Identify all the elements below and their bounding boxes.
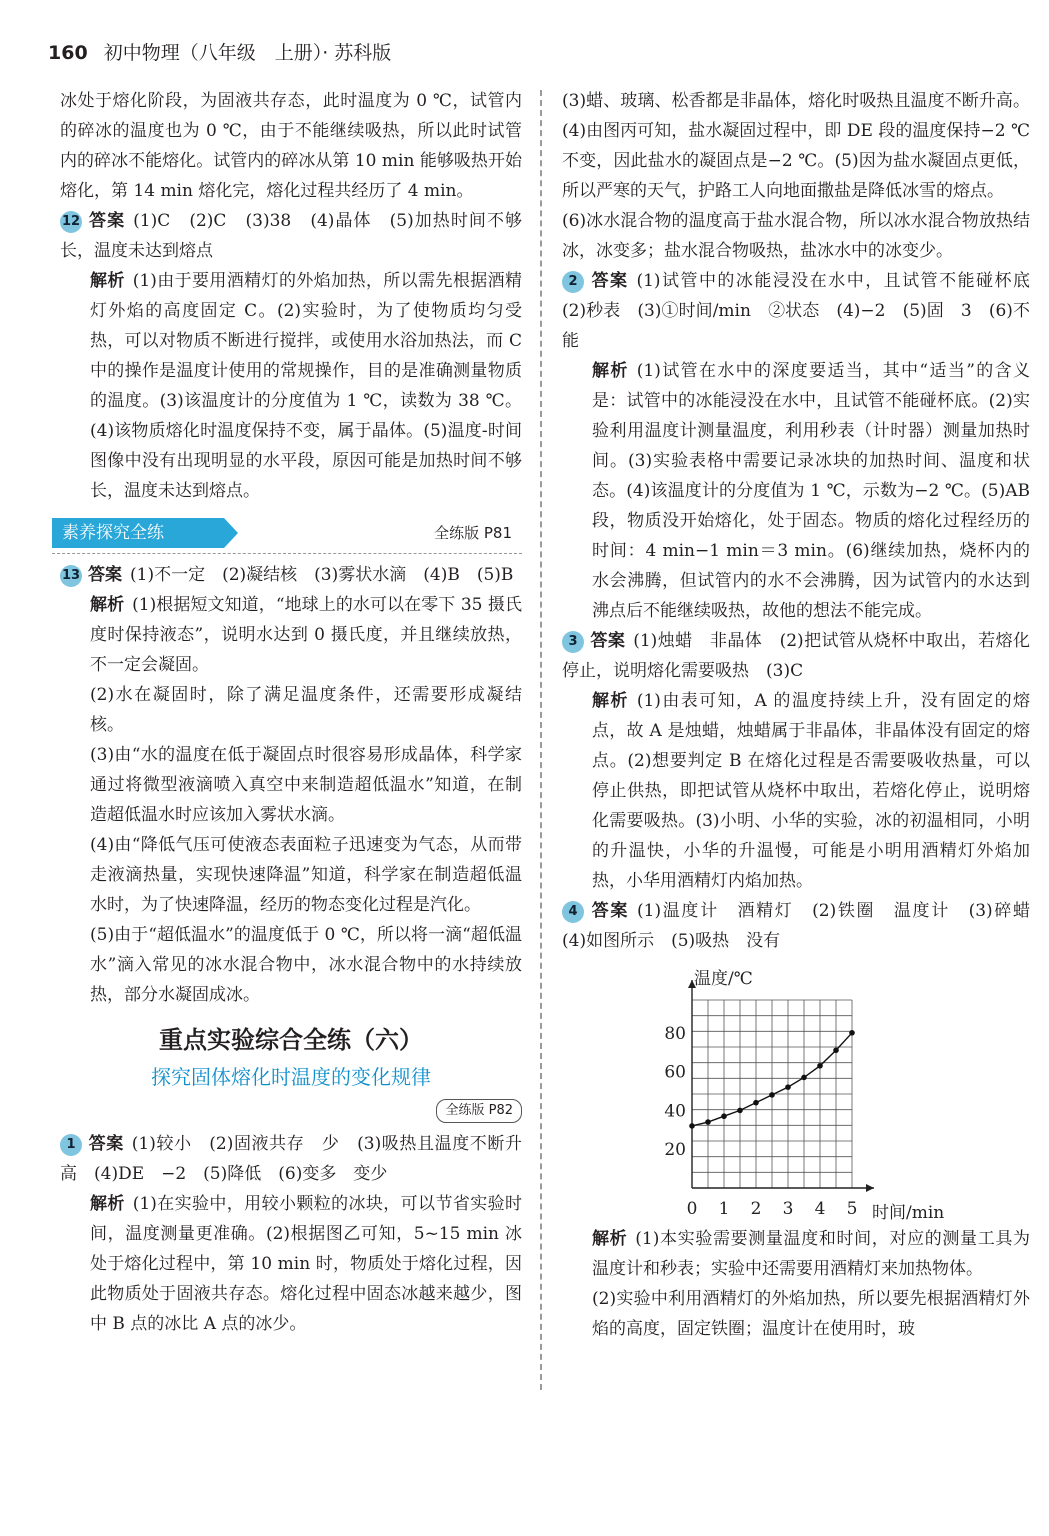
analysis-label: 解析 bbox=[90, 271, 125, 291]
answer-label: 答案 bbox=[88, 1134, 124, 1154]
question-number-badge: 2 bbox=[562, 271, 584, 293]
q3-answer bbox=[562, 626, 1030, 686]
section-title: 重点实验综合全练（六） bbox=[159, 1026, 423, 1054]
q13-analysis-2: (2)水在凝固时，除了满足温度条件，还需要形成凝结核。 bbox=[90, 685, 522, 735]
data-point bbox=[705, 1119, 711, 1125]
data-point bbox=[769, 1092, 775, 1098]
banner-title: 素养探究全练 bbox=[52, 518, 224, 548]
x-tick-label: 4 bbox=[814, 1199, 826, 1219]
x-axis-arrow bbox=[866, 1184, 874, 1192]
answer-label: 答案 bbox=[590, 271, 629, 291]
x-tick-label: 2 bbox=[750, 1199, 762, 1219]
continued-paragraph-2: (6)冰水混合物的温度高于盐水混合物，所以冰水混合物放热结冰，冰变多；盐水混合物吸热，盐冰水中的冰变少。 bbox=[562, 211, 1030, 261]
y-tick-label: 40 bbox=[664, 1101, 686, 1122]
section-ref-label: 全练版 P82 bbox=[436, 1099, 522, 1123]
y-tick-label: 20 bbox=[664, 1140, 686, 1161]
y-tick-label: 80 bbox=[664, 1023, 686, 1044]
q13-analysis bbox=[60, 590, 522, 680]
data-point bbox=[817, 1063, 823, 1069]
x-axis-label: 时间/min bbox=[872, 1203, 945, 1223]
q2-analysis bbox=[562, 356, 1030, 626]
answer-label: 答案 bbox=[88, 565, 122, 585]
q3-analysis bbox=[562, 686, 1030, 896]
answer-label: 答案 bbox=[590, 901, 630, 921]
continued-paragraph-1: (3)蜡、玻璃、松香都是非晶体，熔化时吸热且温度不断升高。(4)由图丙可知，盐水凝固过程中，即 DE 段的温度保持−2 ℃不变，因此盐水的凝固点是−2 ℃。(5)因为盐水凝固点更低，所以严寒的天气，护路工人向地面撒盐是降低冰雪的熔点。 bbox=[562, 91, 1030, 201]
analysis-label: 解析 bbox=[90, 1194, 125, 1214]
data-point bbox=[721, 1113, 727, 1119]
intro-paragraph: 冰处于熔化阶段，为固液共存态，此时温度为 0 ℃，试管内的碎冰的温度也为 0 ℃，由于不能继续吸热，所以此时试管内的碎冰不能熔化。试管内的碎冰从第 10 min 能够吸热开始熔化，第 14 min 熔化完，熔化过程共经历了 4 min。 bbox=[60, 91, 522, 201]
book-title: 初中物理（八年级 上册）· 苏科版 bbox=[103, 42, 392, 64]
q2-answer bbox=[562, 266, 1048, 356]
data-point bbox=[737, 1108, 743, 1114]
analysis-label: 解析 bbox=[90, 595, 125, 615]
data-point bbox=[753, 1100, 759, 1106]
analysis-label: 解析 bbox=[592, 361, 629, 381]
y-axis-label: 温度/℃ bbox=[694, 969, 753, 989]
answer-text: (1)试管中的冰能浸没在水中，且试管不能碰杯底 (2)秒表 (3)①时间/min ②状态 (4)−2 (5)固 3 (6)不能 bbox=[562, 271, 1048, 351]
data-point bbox=[833, 1047, 839, 1053]
answer-label: 答案 bbox=[88, 211, 126, 231]
q4-answer bbox=[562, 896, 1047, 956]
analysis-text: (1)由表可知，A 的温度持续上升，没有固定的熔点，故 A 是烛蜡，烛蜡属于非晶体，非晶体没有固定的熔点。(2)想要判定 B 在熔化过程是否需要吸收热量，可以停止供热，即把试管从烧杯中取出，若熔化停止，说明熔化需要吸热。(3)小明、小华的实验，冰的初温相同，小明的升温快，小华的升温慢，可能是小明用酒精灯外焰加热，小华用酒精灯内焰加热。 bbox=[592, 691, 1030, 891]
question-number-badge: 3 bbox=[562, 631, 584, 653]
answer-text: (1)烛蜡 非晶体 (2)把试管从烧杯中取出，若熔化停止，说明熔化需要吸热 (3)C bbox=[562, 631, 1030, 681]
answer-text: (1)C (2)C (3)38 (4)晶体 (5)加热时间不够长，温度未达到熔点 bbox=[60, 211, 522, 261]
temperature-time-chart bbox=[562, 966, 1030, 1224]
page-header bbox=[48, 38, 391, 65]
question-number-badge: 1 bbox=[60, 1134, 82, 1156]
q1-answer bbox=[60, 1129, 522, 1189]
x-tick-label: 3 bbox=[782, 1199, 794, 1219]
right-column bbox=[562, 86, 1048, 1344]
answer-text: (1)不一定 (2)凝结核 (3)雾状水滴 (4)B (5)B bbox=[130, 565, 514, 585]
answer-text: (1)温度计 酒精灯 (2)铁圈 温度计 (3)碎蜡 (4)如图所示 (5)吸热 没有 bbox=[562, 901, 1047, 951]
question-number-badge: 13 bbox=[60, 565, 82, 587]
data-point bbox=[849, 1030, 855, 1036]
analysis-text: (1)试管在水中的深度要适当，其中“适当”的含义是：试管中的冰能浸没在水中，且试管不能碰杯底。(2)实验利用温度计测量温度，利用秒表（计时器）测量加热时间。(3)实验表格中需要记录冰块的加热时间、温度和状态。(4)该温度计的分度值为 1 ℃，示数为−2 ℃。(5)AB 段，物质没开始熔化，处于固态。物质的熔化过程经历的时间：4 min−1 min＝3 min。(6)继续加热，烧杯内的水会沸腾，但试管内的水不会沸腾，因为试管内的水达到沸点后不能继续吸热，故他的想法不能完成。 bbox=[592, 361, 1031, 621]
data-point bbox=[689, 1123, 695, 1129]
q13-analysis-3: (3)由“水的温度在低于凝固点时很容易形成晶体，科学家通过将微型液滴喷入真空中来制造超低温水”知道，在制造超低温水时应该加入雾状水滴。 bbox=[90, 745, 522, 825]
analysis-label: 解析 bbox=[592, 691, 629, 711]
q12-analysis bbox=[60, 266, 522, 506]
y-tick-label: 60 bbox=[664, 1062, 686, 1083]
question-number-badge: 4 bbox=[562, 901, 584, 923]
analysis-label: 解析 bbox=[592, 1229, 628, 1249]
x-tick-label: 5 bbox=[846, 1199, 858, 1219]
chart-svg bbox=[562, 966, 1030, 1224]
answer-label: 答案 bbox=[590, 631, 626, 651]
analysis-text: (1)本实验需要测量温度和时间，对应的测量工具为温度计和秒表；实验中还需要用酒精灯来加热物体。 bbox=[592, 1229, 1030, 1279]
q12-answer bbox=[60, 206, 522, 266]
left-column bbox=[60, 86, 522, 1339]
q13-analysis-5: (5)由于“超低温水”的温度低于 0 ℃，所以将一滴“超低温水”滴入常见的冰水混合物中，冰水混合物中的水持续放热，部分水凝固成冰。 bbox=[90, 925, 522, 1005]
x-tick-label: 1 bbox=[718, 1199, 730, 1219]
banner-divider bbox=[52, 553, 522, 554]
q4-analysis bbox=[562, 1224, 1030, 1284]
q1-analysis bbox=[60, 1189, 522, 1339]
column-divider bbox=[540, 90, 542, 1390]
section-banner bbox=[52, 514, 522, 554]
section-subtitle: 探究固体熔化时温度的变化规律 bbox=[151, 1065, 431, 1089]
analysis-text: (1)在实验中，用较小颗粒的冰块，可以节省实验时间，温度测量更准确。(2)根据图乙可知，5~15 min 冰处于熔化过程中，第 10 min 时，物质处于熔化过程，因此物质处于固液共存态。熔化过程中固态冰越来越少，图中 B 点的冰比 A 点的冰少。 bbox=[90, 1194, 522, 1334]
q13-analysis-4: (4)由“降低气压可使液态表面粒子迅速变为气态，从而带走液滴热量，实现快速降温”知道，科学家在制造超低温水时，为了快速降温，经历的物态变化过程是汽化。 bbox=[90, 835, 522, 915]
banner-ref: 全练版 P81 bbox=[434, 524, 512, 542]
section-ref bbox=[60, 1098, 522, 1123]
data-point bbox=[785, 1084, 791, 1090]
x-tick-label: 0 bbox=[686, 1199, 698, 1219]
question-number-badge: 12 bbox=[60, 211, 82, 233]
q13-answer bbox=[60, 560, 522, 590]
answer-text: (1)较小 (2)固液共存 少 (3)吸热且温度不断升高 (4)DE −2 (5)降低 (6)变多 变少 bbox=[60, 1134, 522, 1184]
data-point bbox=[801, 1075, 807, 1081]
analysis-text: (1)根据短文知道，“地球上的水可以在零下 35 摄氏度时保持液态”，说明水达到 0 摄氏度，并且继续放热，不一定会凝固。 bbox=[90, 595, 522, 675]
page-number: 160 bbox=[48, 42, 88, 64]
q4-analysis-2: (2)实验中利用酒精灯的外焰加热，所以要先根据酒精灯外焰的高度，固定铁圈；温度计在使用时，玻 bbox=[592, 1289, 1030, 1339]
analysis-text: (1)由于要用酒精灯的外焰加热，所以需先根据酒精灯外焰的高度固定 C。(2)实验时，为了使物质均匀受热，可以对物质不断进行搅拌，或使用水浴加热法，而 C 中的操作是温度计使用的常规操作，目的是准确测量物质的温度。(3)该温度计的分度值为 1 ℃，读数为 38 ℃。(4)该物质熔化时温度保持不变，属于晶体。(5)温度-时间图像中没有出现明显的水平段，原因可能是加热时间不够长，温度未达到熔点。 bbox=[90, 271, 522, 501]
